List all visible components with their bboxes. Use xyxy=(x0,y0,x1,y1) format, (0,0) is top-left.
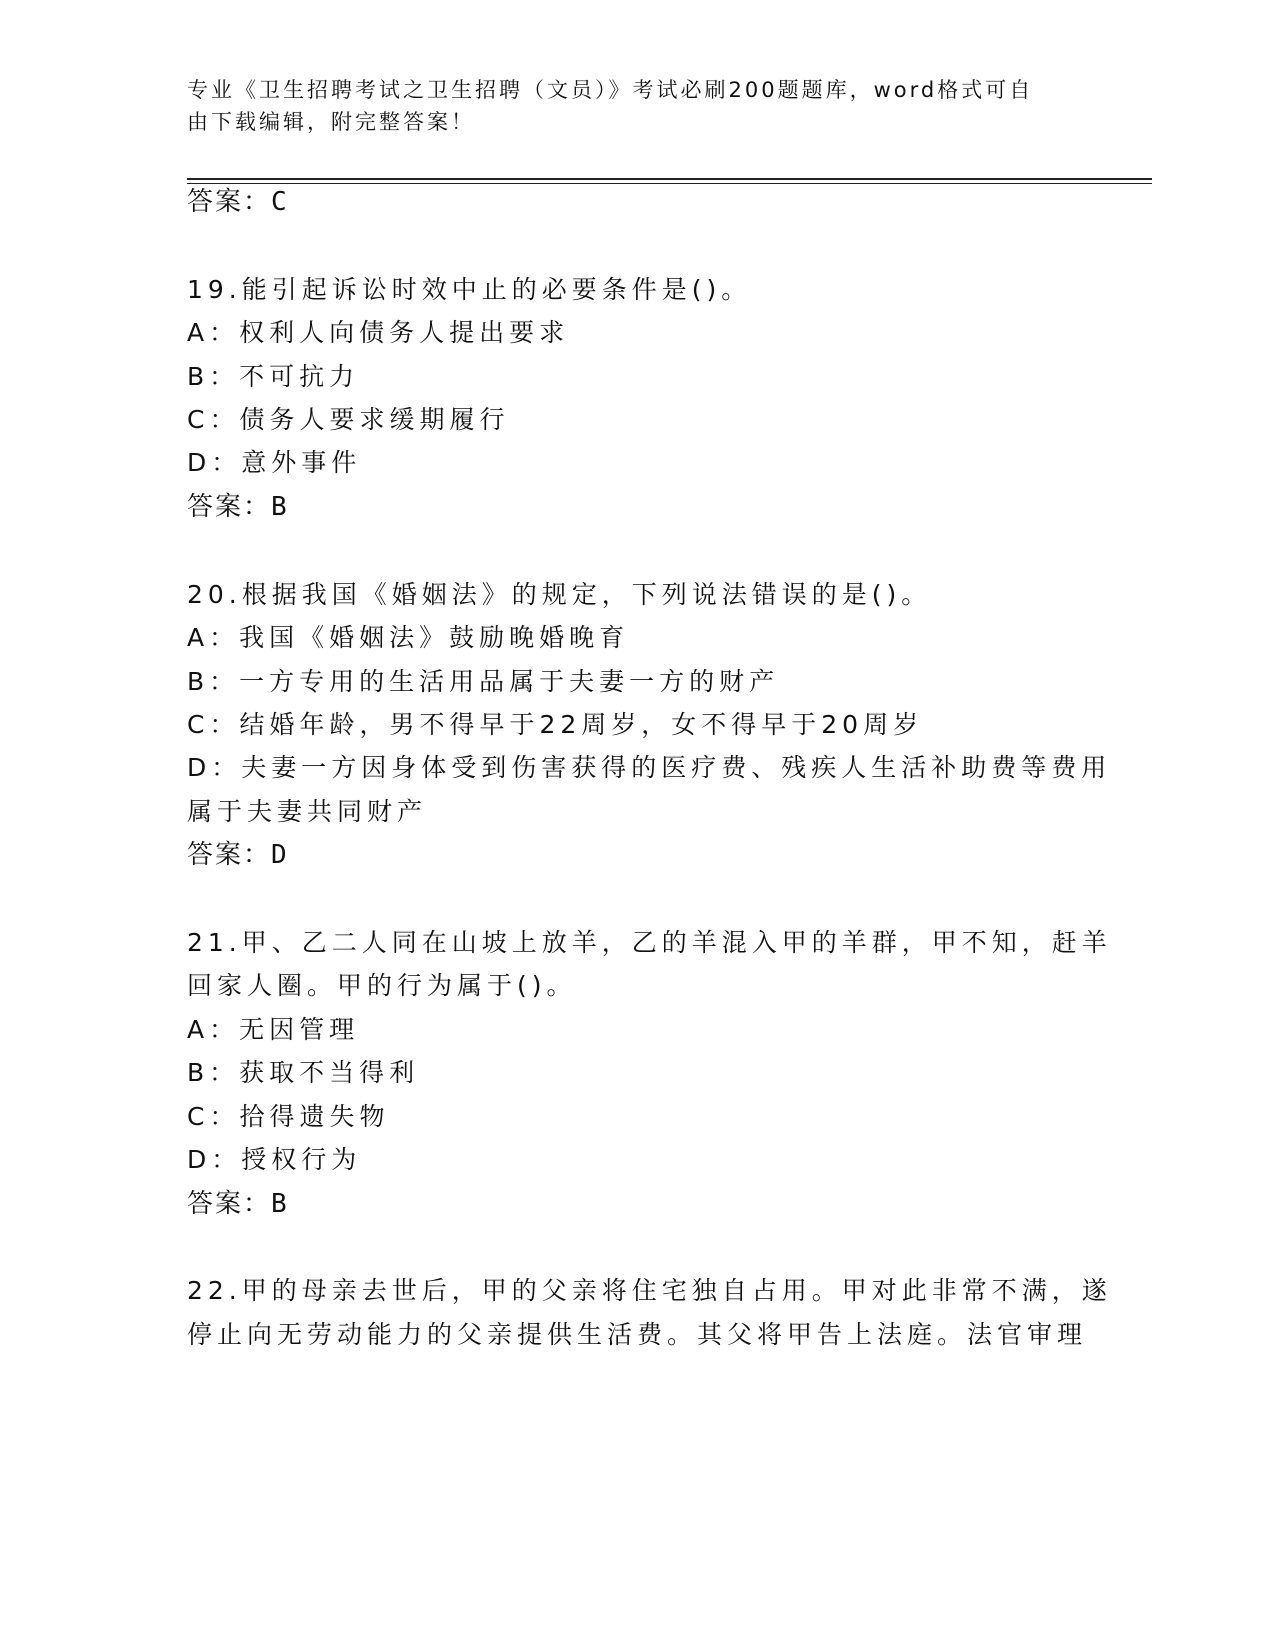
header-divider xyxy=(187,178,1152,180)
document-header xyxy=(187,74,1087,138)
header-divider-thin xyxy=(187,183,1152,184)
question-stem: 22.甲的母亲去世后，甲的父亲将住宅独自占用。甲对此非常不满，遂 xyxy=(187,1276,1112,1305)
question-stem: 21.甲、乙二人同在山坡上放羊，乙的羊混入甲的羊群，甲不知，赶羊 xyxy=(187,928,1112,957)
answer-label: 答案： xyxy=(187,840,272,870)
option-d-continued: 属于夫妻共同财产 xyxy=(187,797,428,826)
answer-line xyxy=(187,491,289,523)
option-d: D：意外事件 xyxy=(187,448,362,477)
option-c: C：债务人要求缓期履行 xyxy=(187,405,510,434)
option-b: B：获取不当得利 xyxy=(187,1058,420,1087)
answer-label: 答案： xyxy=(187,492,272,522)
question-stem: 20.根据我国《婚姻法》的规定，下列说法错误的是()。 xyxy=(187,580,932,609)
option-c: C：拾得遗失物 xyxy=(187,1102,390,1131)
option-a: A：无因管理 xyxy=(187,1015,360,1044)
option-a: A：我国《婚姻法》鼓励晚婚晚育 xyxy=(187,623,630,652)
question-stem-continued: 停止向无劳动能力的父亲提供生活费。其父将甲告上法庭。法官审理 xyxy=(187,1320,1088,1349)
option-b: B：一方专用的生活用品属于夫妻一方的财产 xyxy=(187,667,780,696)
question-stem-continued: 回家人圈。甲的行为属于()。 xyxy=(187,971,577,1000)
header-line-2: 由下载编辑，附完整答案！ xyxy=(187,110,475,134)
answer-label: 答案： xyxy=(187,1189,272,1219)
question-stem: 19.能引起诉讼时效中止的必要条件是()。 xyxy=(187,275,752,304)
answer-value: C xyxy=(271,187,289,217)
answer-label: 答案： xyxy=(187,187,272,217)
option-d: D：夫妻一方因身体受到伤害获得的医疗费、残疾人生活补助费等费用 xyxy=(187,753,1112,782)
answer-value: B xyxy=(271,492,289,522)
answer-line xyxy=(187,186,289,218)
option-c: C：结婚年龄，男不得早于22周岁，女不得早于20周岁 xyxy=(187,710,924,739)
answer-line xyxy=(187,839,289,871)
header-line-1: 专业《卫生招聘考试之卫生招聘（文员）》考试必刷200题题库，word格式可自 xyxy=(187,78,1034,102)
option-b: B：不可抗力 xyxy=(187,362,360,391)
option-d: D：授权行为 xyxy=(187,1145,362,1174)
answer-value: D xyxy=(271,840,289,870)
option-a: A：权利人向债务人提出要求 xyxy=(187,318,570,347)
answer-value: B xyxy=(271,1189,289,1219)
answer-line xyxy=(187,1188,289,1220)
